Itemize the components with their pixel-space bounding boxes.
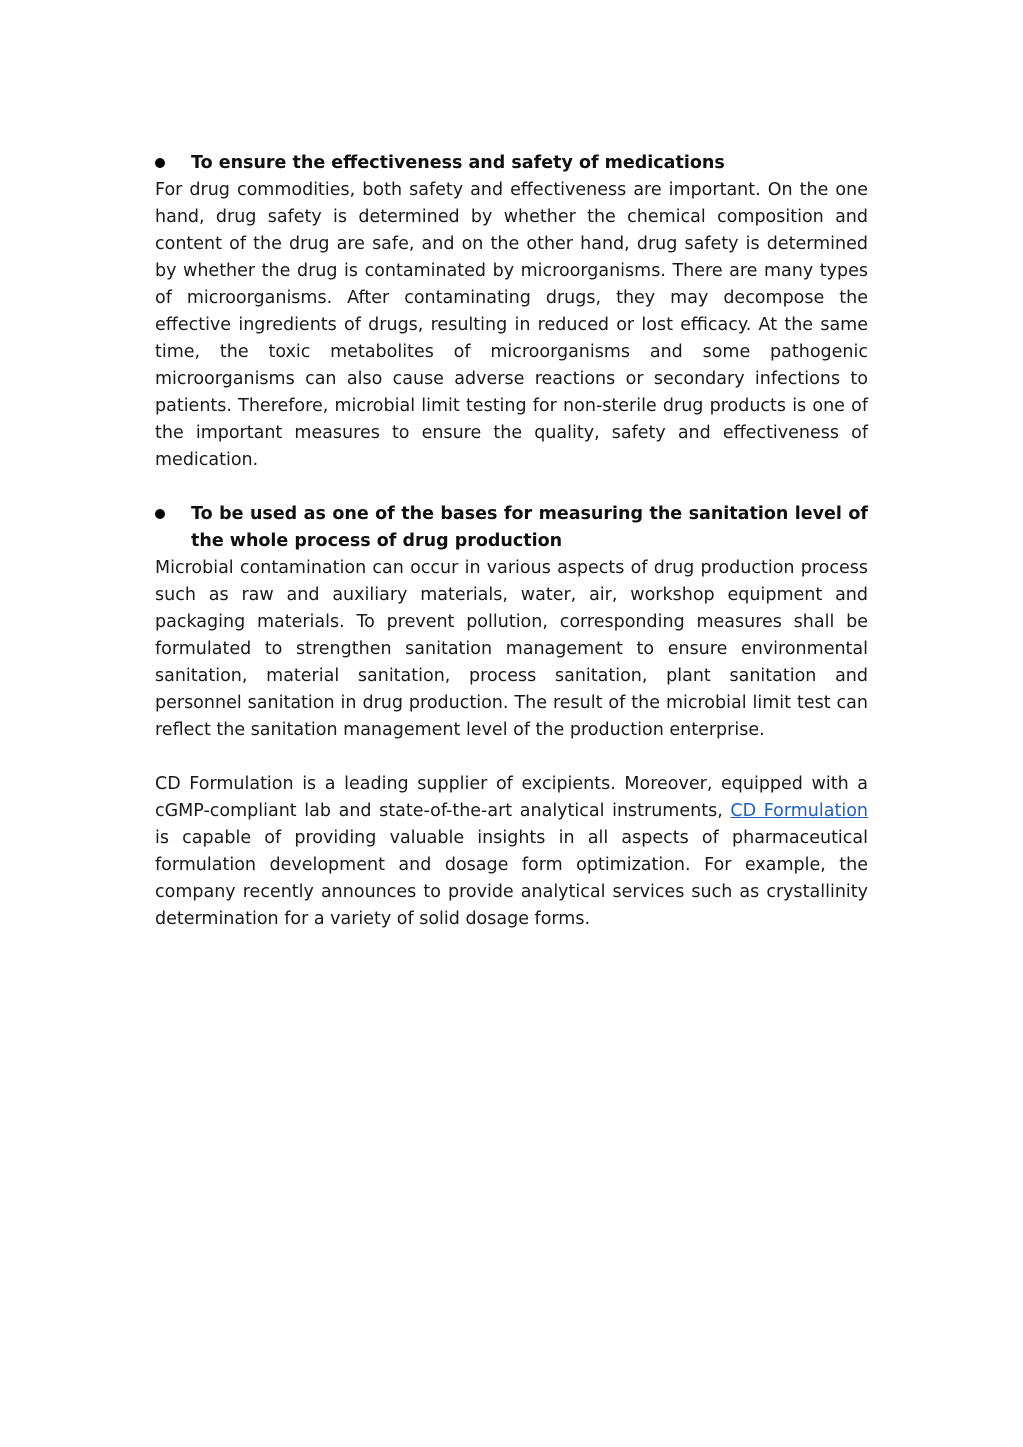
bullet-icon xyxy=(155,509,165,519)
bullet-icon xyxy=(155,158,165,168)
paragraph-spacer xyxy=(155,744,868,771)
company-text-before-link: CD Formulation is a leading supplier of excipients. Moreover, equipped with a cGMP-compliant lab and state-of-the-art analytical instruments, xyxy=(155,774,868,821)
section-paragraph-sanitation: Microbial contamination can occur in various aspects of drug production process such as raw and auxiliary materials, water, air, workshop equipment and packaging materials. To prevent pollution, corresponding measures shall be formulated to strengthen sanitation management to ensure environmental sanitation, material sanitation, process sanitation, plant sanitation and personnel sanitation in drug production. The result of the microbial limit test can reflect the sanitation management level of the production enterprise. xyxy=(155,558,868,740)
company-paragraph xyxy=(155,771,868,933)
cd-formulation-link[interactable]: CD Formulation xyxy=(730,801,868,821)
document-page xyxy=(155,150,868,933)
section-heading-text: To be used as one of the bases for measuring the sanitation level of the whole process of drug production xyxy=(191,504,868,551)
section-paragraph-effectiveness: For drug commodities, both safety and effectiveness are important. On the one hand, drug safety is determined by whether the chemical composition and content of the drug are safe, and on the other hand, drug safety is determined by whether the drug is contaminated by microorganisms. There are many types of microorganisms. After contaminating drugs, they may decompose the effective ingredients of drugs, resulting in reduced or lost efficacy. At the same time, the toxic metabolites of microorganisms and some pathogenic microorganisms can also cause adverse reactions or secondary infections to patients. Therefore, microbial limit testing for non-sterile drug products is one of the important measures to ensure the quality, safety and effectiveness of medication. xyxy=(155,180,868,470)
section-heading-text: To ensure the effectiveness and safety of medications xyxy=(191,153,725,173)
section-heading-effectiveness xyxy=(155,150,868,177)
company-text-after-link: is capable of providing valuable insights in all aspects of pharmaceutical formulation development and dosage form optimization. For example, the company recently announces to provide analytical services such as crystallinity determination for a variety of solid dosage forms. xyxy=(155,828,868,929)
section-heading-sanitation xyxy=(155,501,868,555)
paragraph-spacer xyxy=(155,474,868,501)
